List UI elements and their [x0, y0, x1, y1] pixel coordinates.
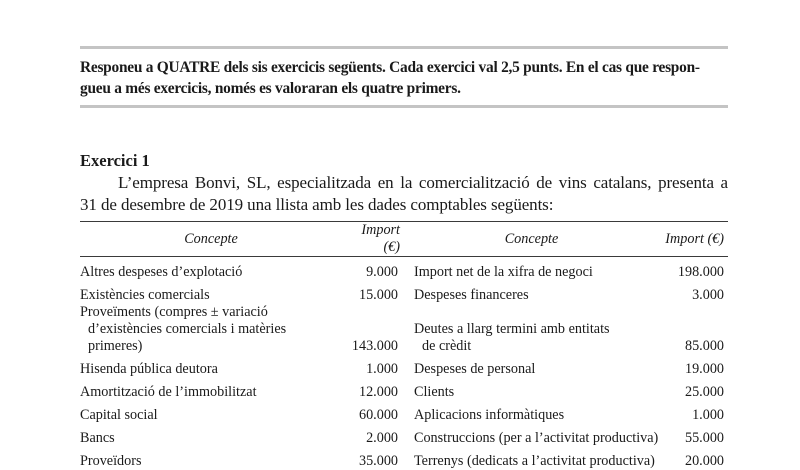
left-concept-line-1: Proveïments (compres ± variació [80, 304, 268, 320]
left-amount: 9.000 [366, 264, 398, 280]
exercise-intro [80, 172, 728, 215]
left-concept-line-2: d’existències comercials i matèries primeres) [88, 321, 287, 354]
left-amount: 15.000 [358, 287, 398, 303]
table-row [80, 401, 728, 424]
instructions-box [80, 57, 728, 99]
right-concept: Terrenys (dedicats a l’activitat productiva) [414, 453, 655, 469]
right-concept [404, 304, 659, 355]
table-row [80, 378, 728, 401]
intro-line-1: L’empresa Bonvi, SL, especialitzada en la comercialització de vins catalans, presenta a [118, 173, 728, 192]
header-amount-left: Import (€) [342, 222, 404, 257]
right-concept: Clients [414, 384, 455, 400]
left-amount: 1.000 [366, 361, 398, 377]
header-concept-left: Concepte [80, 222, 342, 257]
bottom-divider [80, 105, 728, 108]
left-concept: Existències comercials [80, 287, 210, 303]
top-divider [80, 46, 728, 49]
table-row [80, 257, 728, 282]
left-concept: Hisenda pública deutora [80, 361, 218, 377]
left-amount: 12.000 [358, 384, 398, 400]
instructions-line-2: gueu a més exercicis, només es valoraran els quatre primers. [80, 80, 461, 97]
left-amount: 35.000 [358, 453, 398, 469]
right-amount: 198.000 [677, 264, 724, 280]
exercise-title: Exercici 1 [80, 151, 150, 170]
header-concept-right: Concepte [404, 222, 659, 257]
left-concept: Amortització de l’immobilitzat [80, 384, 257, 400]
table-row [80, 355, 728, 378]
right-concept: Aplicacions informàtiques [414, 407, 565, 423]
table-row [80, 281, 728, 304]
left-concept [80, 304, 342, 355]
table-row [80, 304, 728, 355]
header-amount-right: Import (€) [659, 222, 728, 257]
left-concept: Proveïdors [80, 453, 142, 469]
accounting-data-table [80, 221, 728, 470]
right-concept: Import net de la xifra de negoci [414, 264, 593, 280]
table-row [80, 424, 728, 447]
right-amount: 3.000 [692, 287, 724, 303]
instructions-line-1: Responeu a QUATRE dels sis exercicis següents. Cada exercici val 2,5 punts. En el cas que respon- [80, 59, 700, 76]
left-concept: Altres despeses d’explotació [80, 264, 243, 280]
left-amount: 60.000 [358, 407, 398, 423]
table-header-row [80, 222, 728, 257]
right-amount: 55.000 [684, 430, 724, 446]
right-concept: Despeses financeres [414, 287, 529, 303]
left-concept: Bancs [80, 430, 115, 446]
left-amount: 143.000 [351, 338, 398, 354]
right-amount: 25.000 [684, 384, 724, 400]
left-concept: Capital social [80, 407, 158, 423]
right-amount: 85.000 [684, 338, 724, 354]
table-row [80, 447, 728, 470]
right-amount: 19.000 [684, 361, 724, 377]
right-concept: Construccions (per a l’activitat productiva) [414, 430, 659, 446]
right-concept-line-2: de crèdit [422, 338, 472, 354]
right-concept: Despeses de personal [414, 361, 536, 377]
right-amount: 1.000 [692, 407, 724, 423]
left-amount: 2.000 [366, 430, 398, 446]
right-concept-line-1: Deutes a llarg termini amb entitats [414, 321, 610, 337]
intro-line-2: 31 de desembre de 2019 una llista amb les dades comptables següents: [80, 194, 554, 214]
right-amount: 20.000 [684, 453, 724, 469]
